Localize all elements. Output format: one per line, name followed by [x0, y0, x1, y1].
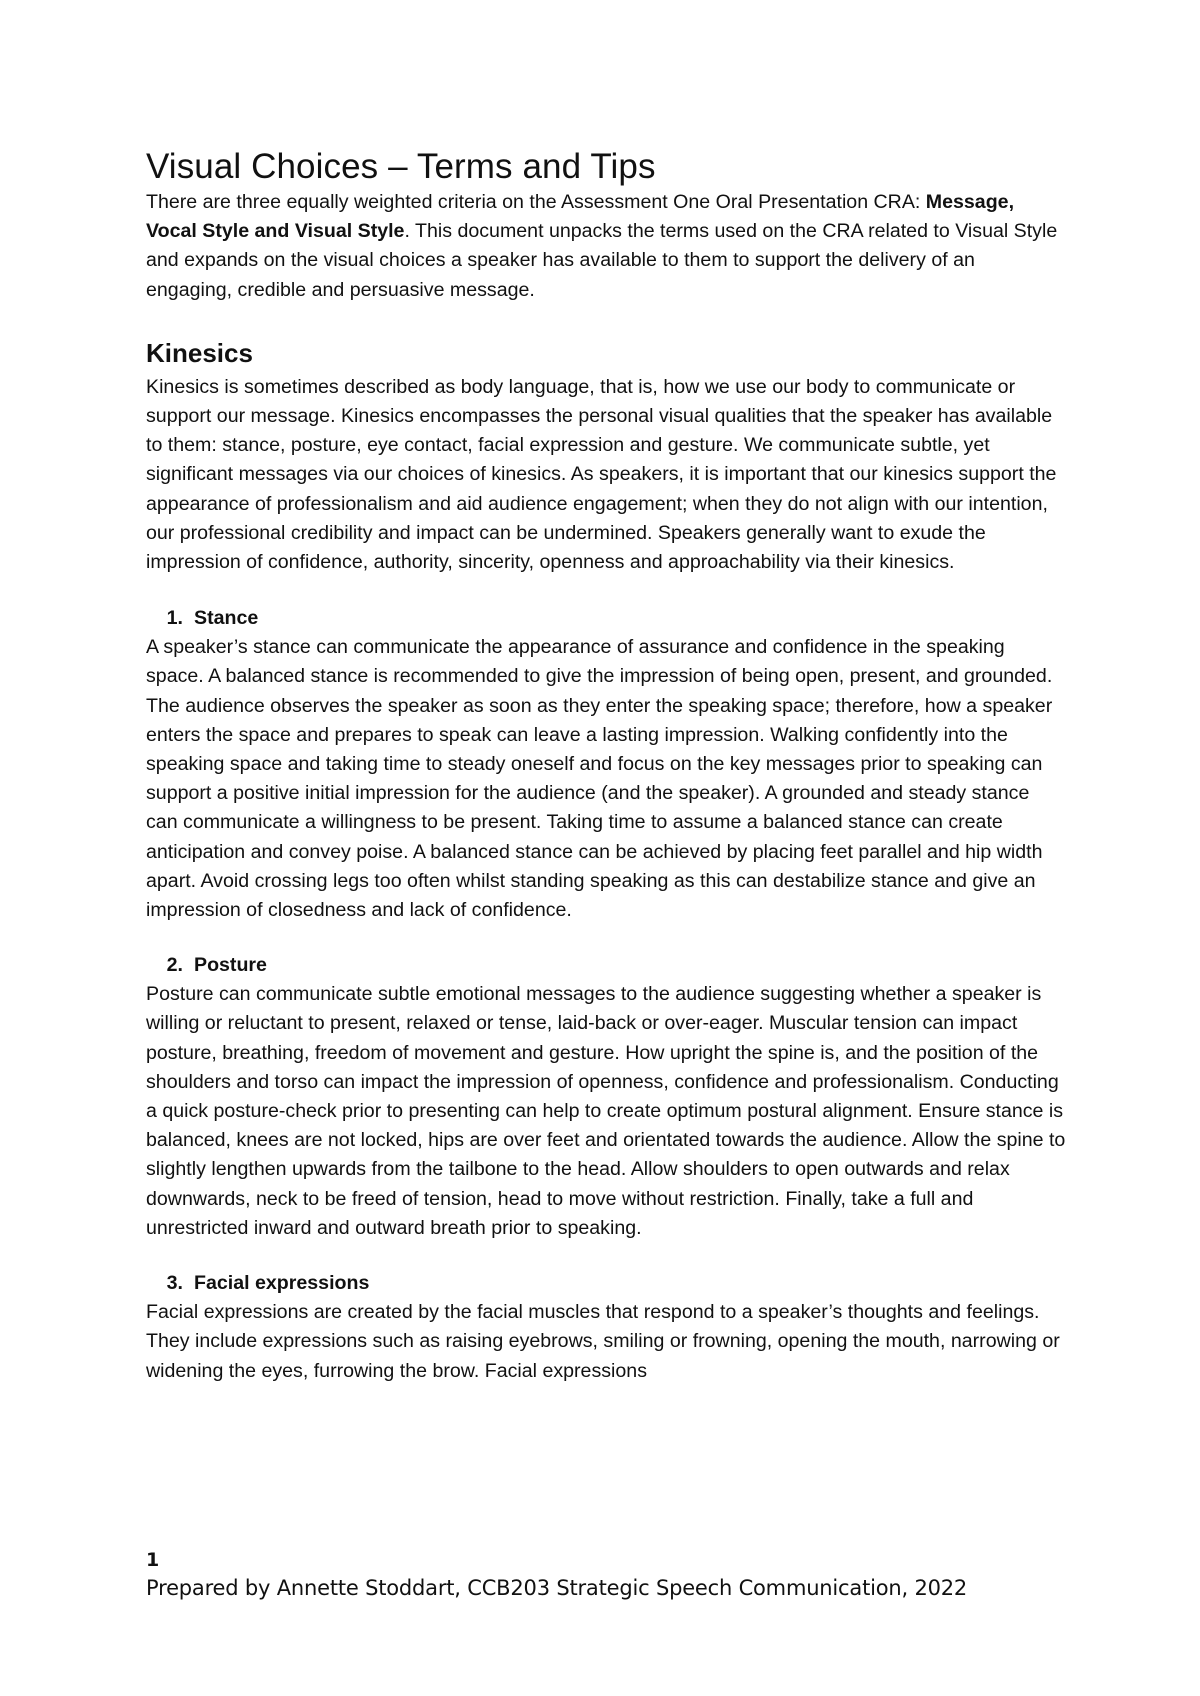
list-item-heading-facial-expressions — [146, 1269, 1066, 1298]
footer-credit: Prepared by Annette Stoddart, CCB203 Strategic Speech Communication, 2022 — [146, 1576, 968, 1600]
page-footer — [146, 1547, 1066, 1603]
list-number: 1. — [166, 607, 183, 630]
intro-bold-criteria: Message, Vocal Style and Visual Style — [146, 191, 1015, 243]
list-item-title: Stance — [194, 607, 259, 630]
list-item-title: Posture — [194, 954, 267, 977]
list-item-title: Facial expressions — [194, 1272, 370, 1295]
document-content — [146, 146, 1066, 1386]
list-item-heading-posture — [146, 951, 1066, 980]
list-number: 3. — [166, 1272, 183, 1295]
posture-paragraph: Posture can communicate subtle emotional messages to the audience suggesting whether a speaker is willing or reluctant to present, relaxed or tense, laid-back or over-eager. Muscular tension can impact posture, breathing, freedom of movement and gesture. How upright the spine is, and the position of the shoulders and torso can impact the impression of openness, confidence and professionalism. Conducting a quick posture-check prior to presenting can help to create optimum postural alignment. Ensure stance is balanced, knees are not locked, hips are over feet and orientated towards the audience. Allow the spine to slightly lengthen upwards from the tailbone to the head. Allow shoulders to open outwards and relax downwards, neck to be freed of tension, head to move without restriction. Finally, take a full and unrestricted inward and outward breath prior to speaking. — [146, 983, 1066, 1239]
kinesics-paragraph: Kinesics is sometimes described as body language, that is, how we use our body to communicate or support our message. Kinesics encompasses the personal visual qualities that the speaker has available to them: stance, posture, eye contact, facial expression and gesture. We communicate subtle, yet significant messages via our choices of kinesics. As speakers, it is important that our kinesics support the appearance of professionalism and aid audience engagement; when they do not align with our intention, our professional credibility and impact can be undermined. Speakers generally want to exude the impression of confidence, authority, sincerity, openness and approachability via their kinesics. — [146, 375, 1057, 574]
facial-expressions-paragraph: Facial expressions are created by the facial muscles that respond to a speaker’s thoughts and feelings. They include expressions such as raising eyebrows, smiling or frowning, opening the mouth, narrowing or widening the eyes, furrowing the brow. Facial expressions — [146, 1301, 1060, 1382]
list-number: 2. — [166, 954, 183, 977]
intro-paragraph — [146, 188, 1066, 305]
page-title: Visual Choices – Terms and Tips — [146, 147, 656, 186]
stance-paragraph: A speaker’s stance can communicate the appearance of assurance and confidence in the speaking space. A balanced stance is recommended to give the impression of being open, present, and grounded. The audience observes the speaker as soon as they enter the speaking space; therefore, how a speaker enters the space and prepares to speak can leave a lasting impression. Walking confidently into the speaking space and taking time to steady oneself and focus on the key messages prior to speaking can support a positive initial impression for the audience (and the speaker). A grounded and steady stance can communicate a willingness to be present. Taking time to assume a balanced stance can create anticipation and convey poise. A balanced stance can be achieved by placing feet parallel and hip width apart. Avoid crossing legs too often whilst standing speaking as this can destabilize stance and give an impression of closedness and lack of confidence. — [146, 636, 1053, 922]
list-item-heading-stance — [146, 604, 1066, 633]
section-heading-kinesics: Kinesics — [146, 337, 253, 368]
intro-text-start: There are three equally weighted criteria on the Assessment One Oral Presentation CRA: — [146, 191, 926, 213]
page-number: 1 — [146, 1549, 160, 1571]
intro-text-end: . This document unpacks the terms used on the CRA related to Visual Style and expands on the visual choices a speaker has available to them to support the delivery of an engaging, credible and persuasive message. — [146, 220, 1058, 301]
